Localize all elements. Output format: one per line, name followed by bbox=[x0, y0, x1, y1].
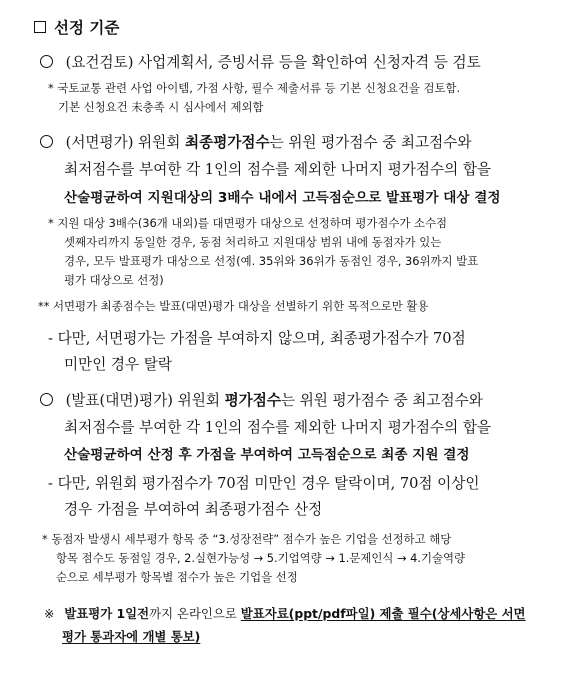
doc-eval-line-2: 최저점수를 부여한 각 1인의 점수를 제외한 나머지 평가점수의 합을 bbox=[64, 161, 492, 178]
circle-bullet-icon bbox=[40, 393, 53, 406]
tie-note-1: * 동점자 발생시 세부평가 항목 중 “3.성장전략” 점수가 높은 기업을 선정하고 해당 bbox=[42, 532, 452, 546]
tie-note-3: 순으로 세부평가 항목별 점수가 높은 기업을 선정 bbox=[56, 570, 298, 584]
eval-score-emphasis: 평가점수 bbox=[224, 392, 281, 409]
doc-eval-note-3: 경우, 모두 발표평가 대상으로 선정(예. 35위와 36위가 동점인 경우, 36위까지 발표 bbox=[64, 254, 479, 268]
doc-eval-note-5: ** 서면평가 최종점수는 발표(대면)평가 대상을 선별하기 위한 목적으로만 활용 bbox=[38, 299, 429, 313]
review-text: (요건검토) 사업계획서, 증빙서류 등을 확인하여 신청자격 등 검토 bbox=[65, 54, 481, 71]
notice-line-1: ※ 발표평가 1일전까지 온라인으로 발표자료(ppt/pdf파일) 제출 필수(상세사항은 서면 bbox=[44, 606, 526, 621]
section-header bbox=[34, 16, 119, 38]
reference-mark-icon: ※ bbox=[44, 606, 55, 621]
checkbox-square-icon bbox=[34, 21, 46, 33]
submission-required: 발표자료(ppt/pdf파일) 제출 필수(상세사항은 서면 bbox=[240, 606, 526, 621]
pres-eval-line-3: 산술평균하여 산정 후 가점을 부여하여 고득점순으로 최종 지원 결정 bbox=[64, 447, 470, 463]
doc-eval-dash-1: - 다만, 서면평가는 가점을 부여하지 않으며, 최종평가점수가 70점 bbox=[48, 330, 466, 347]
section-title: 선정 기준 bbox=[54, 19, 120, 37]
doc-eval-dash-2: 미만인 경우 탈락 bbox=[64, 356, 172, 373]
doc-eval-note-1: * 지원 대상 3배수(36개 내외)를 대면평가 대상으로 선정하며 평가점수가 소수점 bbox=[48, 216, 448, 230]
doc-eval-line-3: 산술평균하여 지원대상의 3배수 내에서 고득점순으로 발표평가 대상 결정 bbox=[64, 190, 501, 206]
doc-eval-note-4: 평가 대상으로 선정) bbox=[64, 273, 164, 287]
pres-eval-dash-1: - 다만, 위원회 평가점수가 70점 미만인 경우 탈락이며, 70점 이상인 bbox=[48, 475, 480, 492]
review-note-1: * 국토교통 관련 사업 아이템, 가점 사항, 필수 제출서류 등 기본 신청요건을 검토함. bbox=[48, 81, 461, 95]
pres-eval-dash-2: 경우 가점을 부여하여 최종평가점수 산정 bbox=[64, 501, 323, 518]
doc-eval-line-1: (서면평가) 위원회 최종평가점수는 위원 평가점수 중 최고점수와 bbox=[40, 131, 471, 152]
pres-eval-line-1: (발표(대면)평가) 위원회 평가점수는 위원 평가점수 중 최고점수와 bbox=[40, 389, 483, 410]
doc-eval-note-2: 셋째자리까지 동일한 경우, 동점 처리하고 지원대상 범위 내에 동점자가 있는 bbox=[64, 235, 442, 249]
review-line bbox=[40, 51, 481, 72]
final-score-emphasis: 최종평가점수 bbox=[185, 134, 270, 151]
pres-eval-line-2: 최저점수를 부여한 각 1인의 점수를 제외한 나머지 평가점수의 합을 bbox=[64, 419, 492, 436]
circle-bullet-icon bbox=[40, 55, 53, 68]
tie-note-2: 항목 점수도 동점일 경우, 2.실현가능성 → 5.기업역량 → 1.문제인식 → 4.기술역량 bbox=[56, 551, 466, 565]
notice-line-2: 평가 통과자에 개별 통보) bbox=[62, 629, 201, 644]
circle-bullet-icon bbox=[40, 135, 53, 148]
review-note-2: 기본 신청요건 未충족 시 심사에서 제외함 bbox=[58, 100, 264, 114]
